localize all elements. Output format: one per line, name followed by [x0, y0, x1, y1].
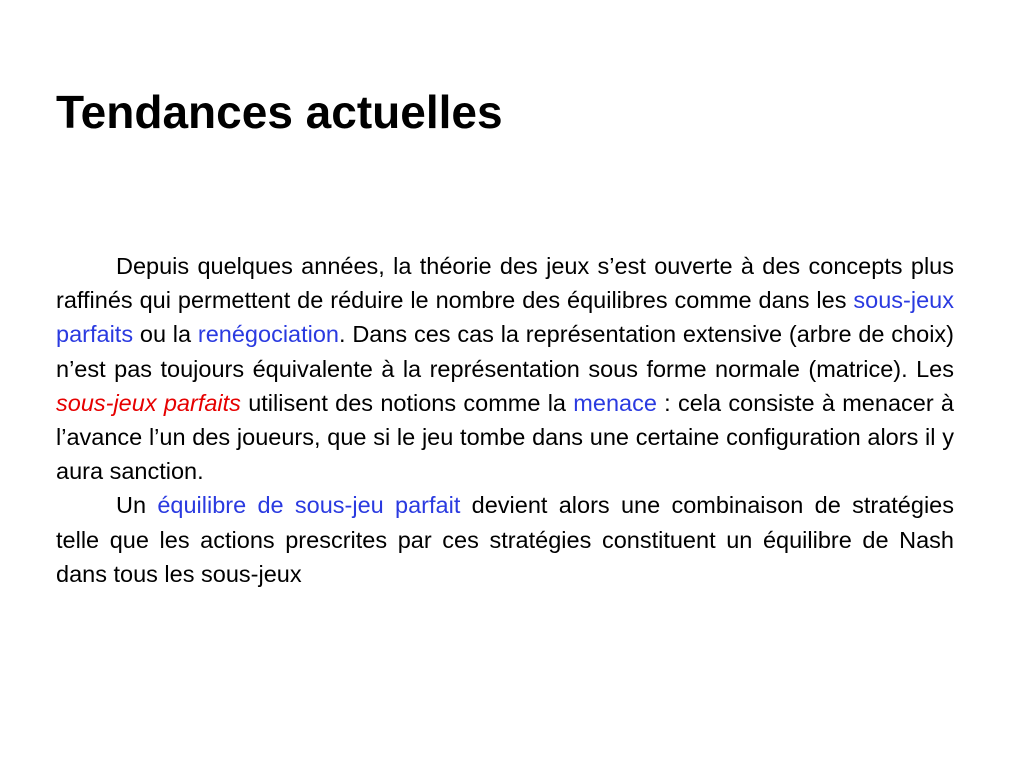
term-equilibre-sous-jeu-parfait: équilibre de sous-jeu parfait — [157, 492, 461, 519]
paragraph-2-text-a: Un — [116, 492, 158, 519]
paragraph-1-text-e: : cela consiste à menacer à l’avance l’un des joueurs, que si le jeu tombe dans une certaine configuration alors il y aura sanction. — [56, 389, 955, 485]
term-renegociation: renégociation — [197, 321, 339, 348]
paragraph-1-text-c: . Dans ces cas la représentation extensive (arbre de choix) n’est pas toujours équivalente à la représentation sous forme normale (matrice). Les — [56, 321, 954, 382]
paragraph-2-text-b: devient alors une combinaison de stratégies telle que les actions prescrites par ces stratégies constituent un équilibre de Nash dans tous les sous-jeux — [56, 492, 954, 587]
paragraph-1-text-a: Depuis quelques années, la théorie des jeux s’est ouverte à des concepts plus raffinés qui permettent de réduire le nombre des équilibres comme dans les — [56, 253, 954, 314]
paragraph-2 — [56, 488, 954, 591]
term-sous-jeux-parfaits-emphasis: sous-jeux parfaits — [56, 389, 241, 416]
paragraph-1-text-d: utilisent des notions comme la — [240, 389, 574, 416]
term-sous-jeux-parfaits: sous-jeux parfaits — [56, 287, 954, 348]
slide-body — [56, 249, 954, 591]
paragraph-1 — [56, 249, 954, 488]
paragraph-1-text-b: ou la — [133, 321, 198, 348]
slide-title: Tendances actuelles — [56, 86, 503, 138]
term-menace: menace — [573, 389, 657, 416]
